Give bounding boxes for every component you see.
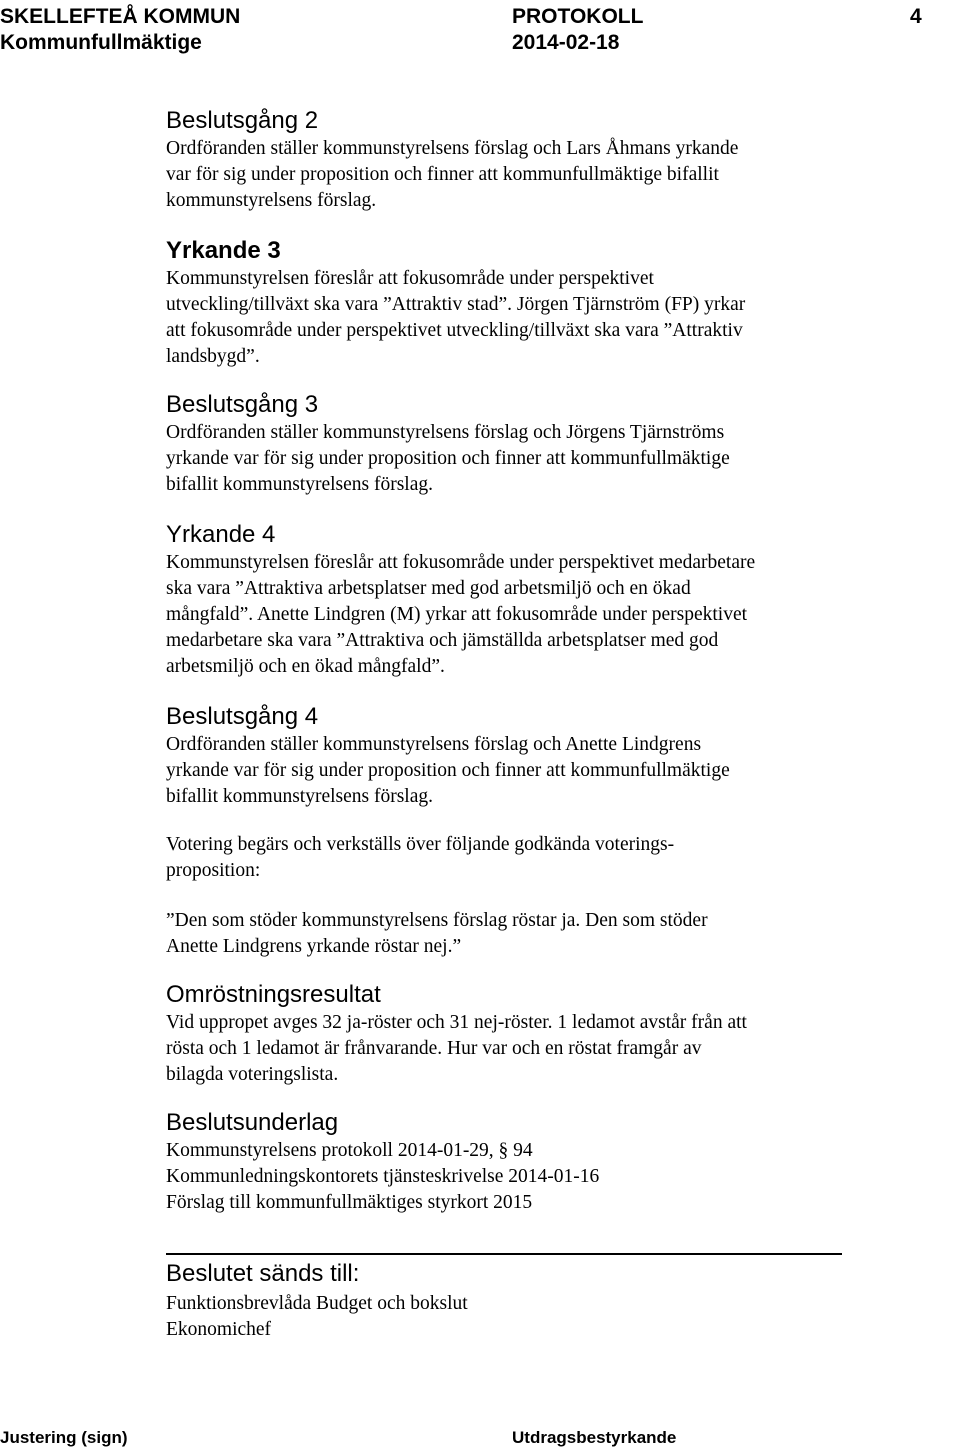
text-line: proposition: (166, 860, 261, 881)
text-line: Vid uppropet avges 32 ja-röster och 31 nej-röster. 1 ledamot avstår från att (166, 1012, 747, 1033)
text-line: mångfald”. Anette Lindgren (M) yrkar att fokusområde under perspektivet (166, 604, 748, 625)
section-text (166, 832, 866, 884)
text-line: Funktionsbrevlåda Budget och bokslut (166, 1293, 468, 1314)
text-line: kommunstyrelsens förslag. (166, 190, 377, 211)
text-line: bifallit kommunstyrelsens förslag. (166, 786, 434, 807)
section-heading: Beslutsgång 4 (166, 703, 319, 730)
section-beslutsgang-2 (166, 106, 866, 214)
section-heading: Omröstningsresultat (166, 981, 381, 1008)
text-line: medarbetare ska vara ”Attraktiva och jämställda arbetsplatser med god (166, 630, 719, 651)
section-text (166, 1138, 866, 1216)
section-yrkande-3 (166, 236, 866, 370)
text-line: Kommunstyrelsens protokoll 2014-01-29, § 94 (166, 1140, 533, 1161)
section-beslutsgang-4 (166, 702, 866, 810)
text-line: Kommunstyrelsen föreslår att fokusområde under perspektivet medarbetare (166, 552, 756, 573)
text-line: utveckling/tillväxt ska vara ”Attraktiv stad”. Jörgen Tjärnström (FP) yrkar (166, 294, 746, 315)
section-heading: Yrkande 3 (166, 237, 281, 264)
section-text (166, 266, 866, 370)
footer-utdragsbestyrkande: Utdragsbestyrkande (512, 1428, 677, 1447)
separator-rule (166, 1253, 842, 1255)
section-votering (166, 832, 866, 884)
text-line: rösta och 1 ledamot är frånvarande. Hur var och en röstat framgår av (166, 1038, 702, 1059)
text-line: Kommunstyrelsen föreslår att fokusområde under perspektivet (166, 268, 654, 289)
text-line: Anette Lindgrens yrkande röstar nej.” (166, 936, 462, 957)
text-line: bilagda voteringslista. (166, 1064, 339, 1085)
org-name: SKELLEFTEÅ KOMMUN (0, 5, 241, 28)
section-beslutsgang-3 (166, 390, 866, 498)
section-heading: Beslutet sänds till: (166, 1260, 360, 1287)
section-heading: Beslutsunderlag (166, 1109, 339, 1136)
text-line: bifallit kommunstyrelsens förslag. (166, 474, 434, 495)
text-line: Ekonomichef (166, 1319, 272, 1340)
section-text (166, 1010, 866, 1088)
section-text (166, 908, 866, 960)
section-yrkande-4 (166, 520, 866, 680)
section-heading: Yrkande 4 (166, 521, 276, 548)
section-heading: Beslutsgång 3 (166, 391, 319, 418)
text-line: yrkande var för sig under proposition och finner att kommunfullmäktige (166, 760, 730, 781)
text-line: Ordföranden ställer kommunstyrelsens förslag och Anette Lindgrens (166, 734, 702, 755)
page-number: 4 (910, 5, 922, 28)
text-line: att fokusområde under perspektivet utveckling/tillväxt ska vara ”Attraktiv (166, 320, 743, 341)
section-text (166, 732, 866, 810)
text-line: var för sig under proposition och finner att kommunfullmäktige bifallit (166, 164, 719, 185)
protocol-body (166, 106, 866, 1216)
section-text (166, 550, 866, 680)
section-heading: Beslutsgång 2 (166, 107, 319, 134)
section-text (166, 136, 866, 214)
text-line: Votering begärs och verkställs över följande godkända voterings- (166, 834, 675, 855)
section-text (166, 420, 866, 498)
meeting-date: 2014-02-18 (512, 31, 620, 54)
text-line: Ordföranden ställer kommunstyrelsens förslag och Jörgens Tjärnströms (166, 422, 725, 443)
section-proposition (166, 908, 866, 960)
section-text (166, 1291, 866, 1343)
text-line: Förslag till kommunfullmäktiges styrkort 2015 (166, 1192, 533, 1213)
text-line: Ordföranden ställer kommunstyrelsens förslag och Lars Åhmans yrkande (166, 138, 739, 159)
section-beslutet-sands-till (166, 1259, 866, 1343)
text-line: arbetsmiljö och en ökad mångfald”. (166, 656, 445, 677)
section-beslutsunderlag (166, 1108, 866, 1216)
text-line: ”Den som stöder kommunstyrelsens förslag röstar ja. Den som stöder (166, 910, 708, 931)
text-line: yrkande var för sig under proposition och finner att kommunfullmäktige (166, 448, 730, 469)
text-line: ska vara ”Attraktiva arbetsplatser med god arbetsmiljö och en ökad (166, 578, 691, 599)
section-omrostningsresultat (166, 980, 866, 1088)
text-line: Kommunledningskontorets tjänsteskrivelse 2014-01-16 (166, 1166, 600, 1187)
footer-justering: Justering (sign) (0, 1428, 128, 1447)
text-line: landsbygd”. (166, 346, 260, 367)
doc-type: PROTOKOLL (512, 5, 644, 28)
assembly-name: Kommunfullmäktige (0, 31, 202, 54)
